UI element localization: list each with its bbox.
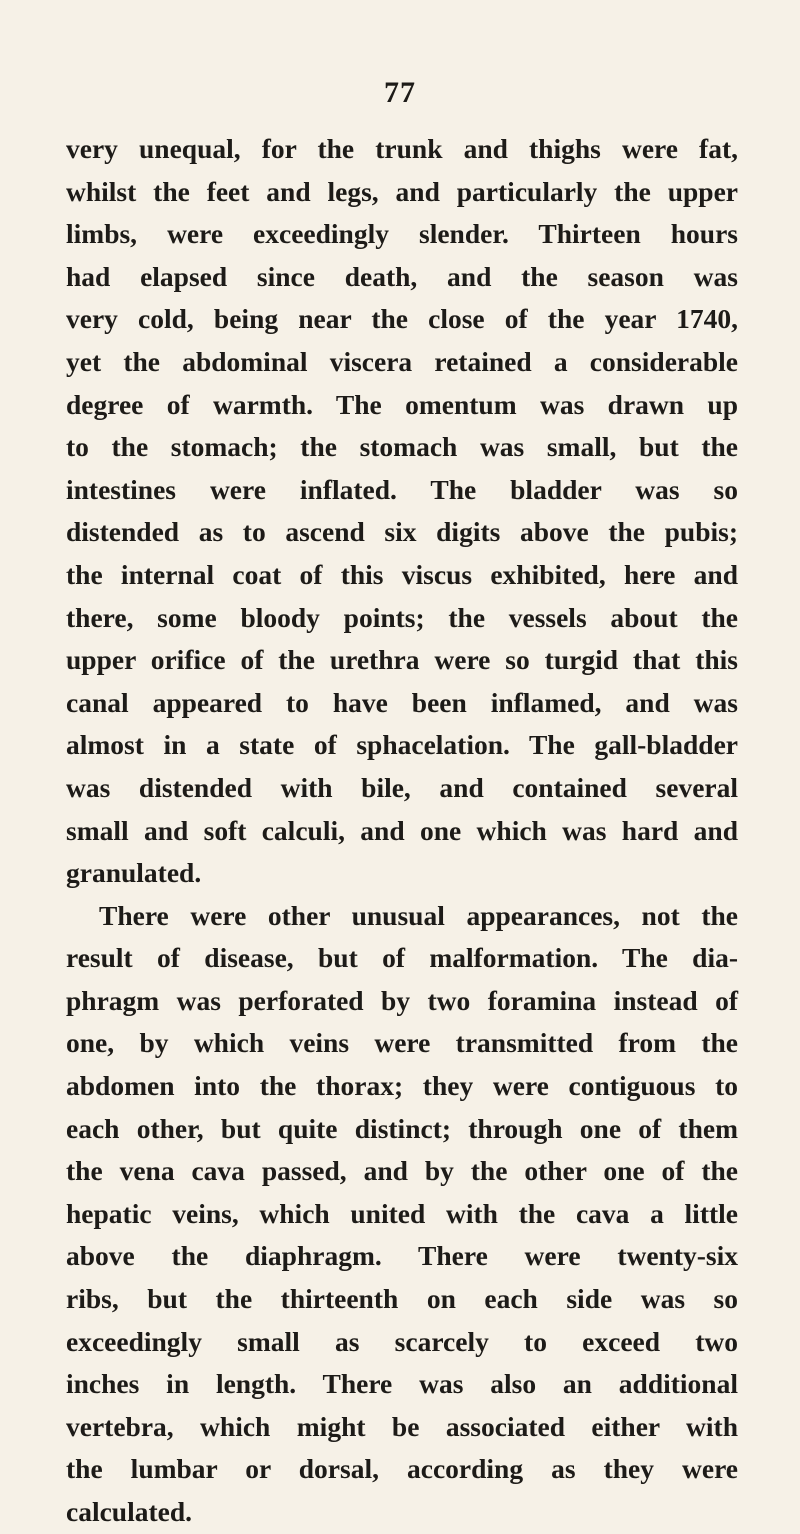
text-line: degree of warmth. The omentum was drawn up xyxy=(66,388,738,420)
text-line: limbs, were exceedingly slender. Thirteen hours xyxy=(66,218,738,250)
text-line: calculated. xyxy=(66,1496,193,1527)
text-line: very cold, being near the close of the year 1740, xyxy=(66,303,738,335)
text-line: small and soft calculi, and one which was hard and xyxy=(66,814,738,846)
text-line: abdomen into the thorax; they were contiguous to xyxy=(66,1070,738,1102)
body-text xyxy=(66,128,738,1534)
text-line: upper orifice of the urethra were so turgid that this xyxy=(66,644,738,676)
text-line: the vena cava passed, and by the other one of the xyxy=(66,1155,738,1187)
text-line: exceedingly small as scarcely to exceed two xyxy=(66,1325,738,1357)
text-line: distended as to ascend six digits above the pubis; xyxy=(66,516,738,548)
text-line: had elapsed since death, and the season was xyxy=(66,260,738,292)
text-line: there, some bloody points; the vessels about the xyxy=(66,601,738,633)
text-line: vertebra, which might be associated either with xyxy=(66,1410,738,1442)
text-line: phragm was perforated by two foramina instead of xyxy=(66,984,738,1016)
text-line: granulated. xyxy=(66,857,202,889)
text-line: hepatic veins, which united with the cava a little xyxy=(66,1197,738,1229)
text-line: was distended with bile, and contained several xyxy=(66,771,738,803)
text-line: whilst the feet and legs, and particularly the upper xyxy=(66,175,738,207)
text-line: each other, but quite distinct; through one of them xyxy=(66,1112,738,1144)
text-line: result of disease, but of malformation. The dia- xyxy=(66,942,738,974)
text-line: to the stomach; the stomach was small, but the xyxy=(66,431,738,463)
text-line: above the diaphragm. There were twenty-six xyxy=(66,1240,738,1272)
text-line: very unequal, for the trunk and thighs were fat, xyxy=(66,133,738,164)
text-line: almost in a state of sphacelation. The gall-bladder xyxy=(66,729,738,761)
text-line: one, by which veins were transmitted from the xyxy=(66,1027,738,1059)
text-line: There were other unusual appearances, not the xyxy=(99,899,738,931)
text-line: ribs, but the thirteenth on each side was so xyxy=(66,1283,738,1315)
text-line: inches in length. There was also an additional xyxy=(66,1368,738,1400)
text-line: yet the abdominal viscera retained a considerable xyxy=(66,345,738,377)
page-number: 77 xyxy=(384,76,416,109)
text-line: canal appeared to have been inflamed, and was xyxy=(66,686,738,718)
text-line: the internal coat of this viscus exhibited, here and xyxy=(66,558,738,590)
text-line: intestines were inflated. The bladder was so xyxy=(66,473,738,505)
text-line: the lumbar or dorsal, according as they were xyxy=(66,1453,738,1485)
